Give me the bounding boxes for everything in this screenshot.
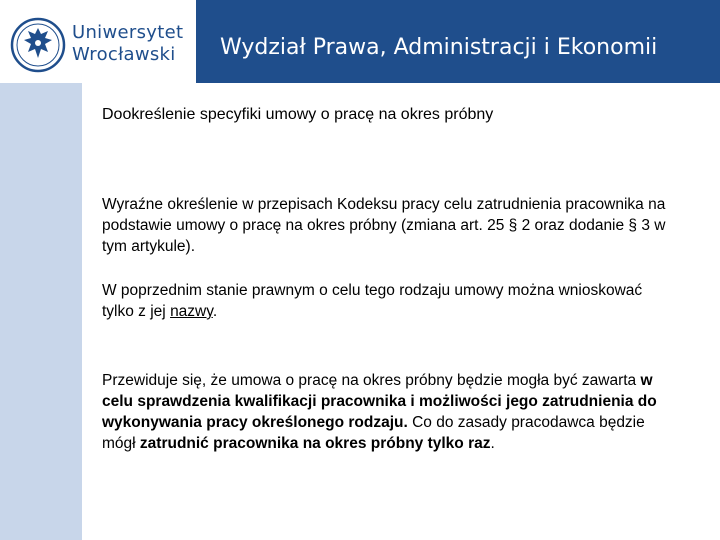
faculty-title: Wydział Prawa, Administracji i Ekonomii (220, 35, 658, 60)
paragraph-1: Wyraźne określenie w przepisach Kodeksu pracy celu zatrudnienia pracownika na podstawie umowy o pracę na okres próbny (zmiana art. 25 § 2 oraz dodanie § 3 w tym artykule). (102, 196, 666, 255)
paragraph-3-text-2: Co do zasady pracodawca będzie mógł (102, 414, 645, 452)
paragraph-3 (102, 370, 677, 454)
paragraph-2 (102, 280, 677, 322)
university-logo (10, 14, 190, 76)
slide-heading: Dookreślenie specyfiki umowy o pracę na okres próbny (102, 106, 494, 123)
logo-line-2: Wrocławski (72, 44, 176, 65)
logo-line-1: Uniwersytet (72, 22, 184, 43)
left-accent-bar (0, 83, 82, 540)
logo-text (72, 22, 183, 66)
header-top-stripe (196, 0, 720, 7)
header-band (196, 7, 720, 83)
paragraph-2-text: W poprzednim stanie prawnym o celu tego rodzaju umowy można wnioskować tylko z jej (102, 282, 643, 320)
paragraph-3-bold-2: zatrudnić pracownika na okres próbny tylko raz (139, 435, 491, 452)
paragraph-3-bold-1: w celu sprawdzenia kwalifikacji pracownika i możliwości jego zatrudnienia do wykonywania pracy określonego rodzaju. (102, 372, 657, 431)
paragraph-3-text-1: Przewiduje się, że umowa o pracę na okres próbny będzie mogła być zawarta (102, 372, 641, 389)
slide-content (102, 104, 677, 452)
paragraph-2-end: . (212, 303, 218, 320)
paragraph-3-end: . (490, 435, 495, 452)
paragraph-2-underlined: nazwy (170, 303, 213, 320)
university-eagle-emblem-icon (10, 14, 66, 76)
